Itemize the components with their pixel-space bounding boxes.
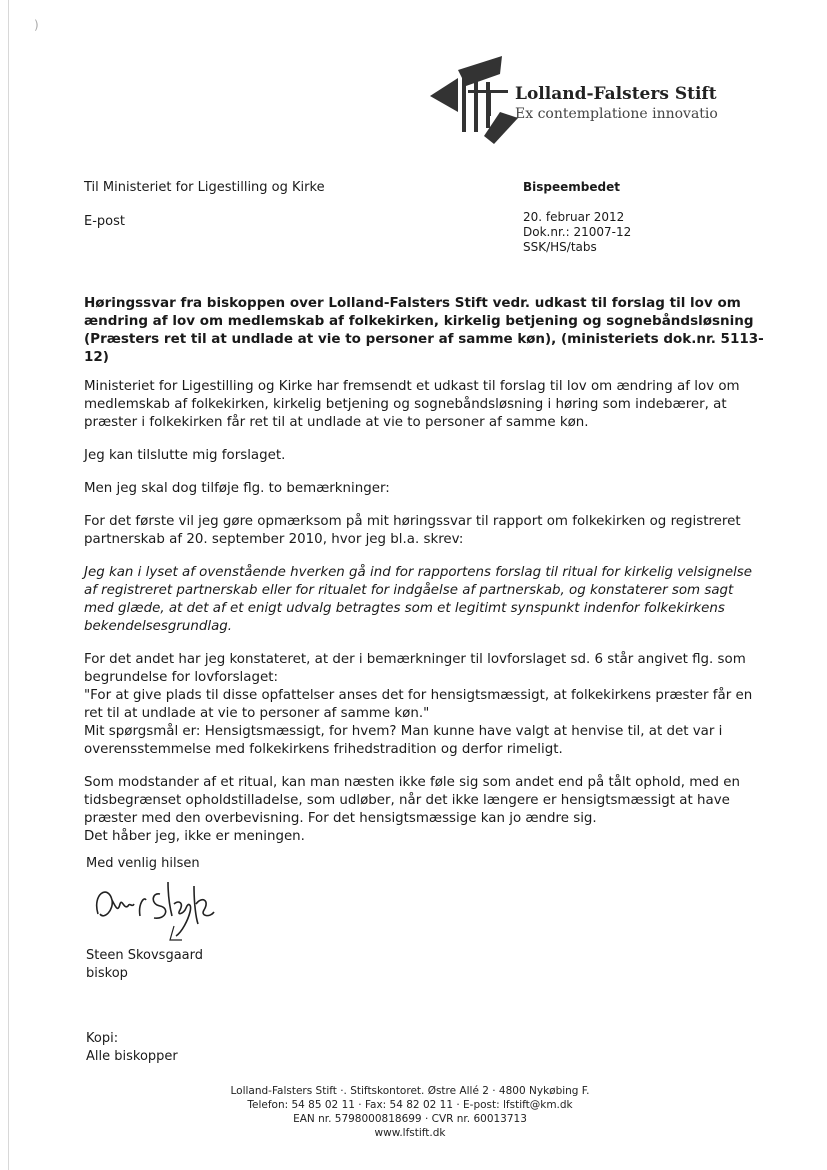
scan-mark: ): [34, 18, 39, 32]
recipient: Til Ministeriet for Ligestilling og Kirke: [84, 180, 325, 195]
scan-edge-line: [8, 0, 9, 1170]
paragraph-remarks: Men jeg skal dog tilføje flg. to bemærkninger:: [84, 481, 390, 496]
signer-block: [86, 947, 203, 983]
copy-label: Kopi:: [86, 1031, 119, 1046]
footer: [140, 1084, 680, 1140]
paragraph-question: Mit spørgsmål er: Hensigtsmæssigt, for hvem? Man kunne have valgt at henvise til, at det var i overensstemmelse med folkekirkens frihedstradition og derfor rimeligt.: [84, 724, 723, 757]
document-number: Dok.nr.: 21007-12: [523, 225, 632, 239]
quoted-bill-text: "For at give plads til disse opfattelser anses det for hensigtsmæssigt, at folkekirkens præster får en ret til at undlade at vie to personer af samme køn.": [84, 688, 753, 721]
initials: SSK/HS/tabs: [523, 240, 597, 254]
delivery-method: E-post: [84, 214, 125, 229]
signer-name: Steen Skovsgaard: [86, 948, 204, 963]
subject-heading: Høringssvar fra biskoppen over Lolland-Falsters Stift vedr. udkast til forslag til lov om ændring af lov om medlemskab af folkekirken, kirkelig betjening og sognebåndsløsning (Præsters ret til at undlade at vie to personer af samme køn), (ministeriets dok.nr. 5113-12): [84, 295, 764, 365]
letter-body: [84, 294, 764, 861]
org-name: Lolland-Falsters Stift: [515, 84, 717, 104]
footer-address: Lolland-Falsters Stift ·. Stiftskontoret. Østre Allé 2 · 4800 Nykøbing F.: [230, 1085, 590, 1097]
copy-block: [86, 1030, 178, 1066]
footer-website: www.lfstift.dk: [374, 1127, 446, 1139]
paragraph-second-remark: For det andet har jeg konstateret, at der i bemærkninger til lovforslaget sd. 6 står angivet flg. som begrundelse for lovforslaget:: [84, 652, 746, 685]
paragraph-intro: Ministeriet for Ligestilling og Kirke har fremsendt et udkast til forslag til lov om ændring af lov om medlemskab af folkekirken, kirkelig betjening og sognebåndsløsning i høring som indebærer, at præster i folkekirken får ret til at undlade at vie to personer af samme køn.: [84, 379, 740, 430]
footer-contact: Telefon: 54 85 02 11 · Fax: 54 82 02 11 · E-post: lfstift@km.dk: [247, 1099, 573, 1111]
paragraph-first-remark: For det første vil jeg gøre opmærksom på mit høringssvar til rapport om folkekirken og registreret partnerskab af 20. september 2010, hvor jeg bl.a. skrev:: [84, 514, 741, 547]
signer-title: biskop: [86, 966, 128, 981]
quoted-statement: Jeg kan i lyset af ovenstående hverken gå ind for rapportens forslag til ritual for kirkelig velsignelse af registreret partnerskab eller for ritualet for indgåelse af partnerskab, og konstaterer som sagt med glæde, at det af et enigt udvalg betragtes som et legitimt synspunkt indenfor folkekirkens bekendelsesgrundlag.: [84, 565, 753, 634]
letter-meta: [523, 210, 631, 255]
copy-recipients: Alle biskopper: [86, 1049, 178, 1064]
paragraph-hope: Det håber jeg, ikke er meningen.: [84, 829, 305, 844]
letter-date: 20. februar 2012: [523, 210, 625, 224]
footer-registration: EAN nr. 5798000818699 · CVR nr. 60013713: [293, 1113, 527, 1125]
paragraph-concern: Som modstander af et ritual, kan man næsten ikke føle sig som andet end på tålt ophold, med en tidsbegrænset opholdstilladelse, som udløber, når det ikke længere er hensigtsmæssigt at have præster med den overbevisning. For det hensigtsmæssige kan jo ændre sig.: [84, 775, 741, 826]
sender-office: Bispeembedet: [523, 180, 620, 194]
org-motto: Ex contemplatione innovatio: [515, 106, 718, 122]
signature-icon: [90, 874, 220, 944]
closing-greeting: Med venlig hilsen: [86, 856, 200, 871]
paragraph-agreement: Jeg kan tilslutte mig forslaget.: [84, 448, 286, 463]
diocese-logo-icon: [428, 52, 524, 148]
